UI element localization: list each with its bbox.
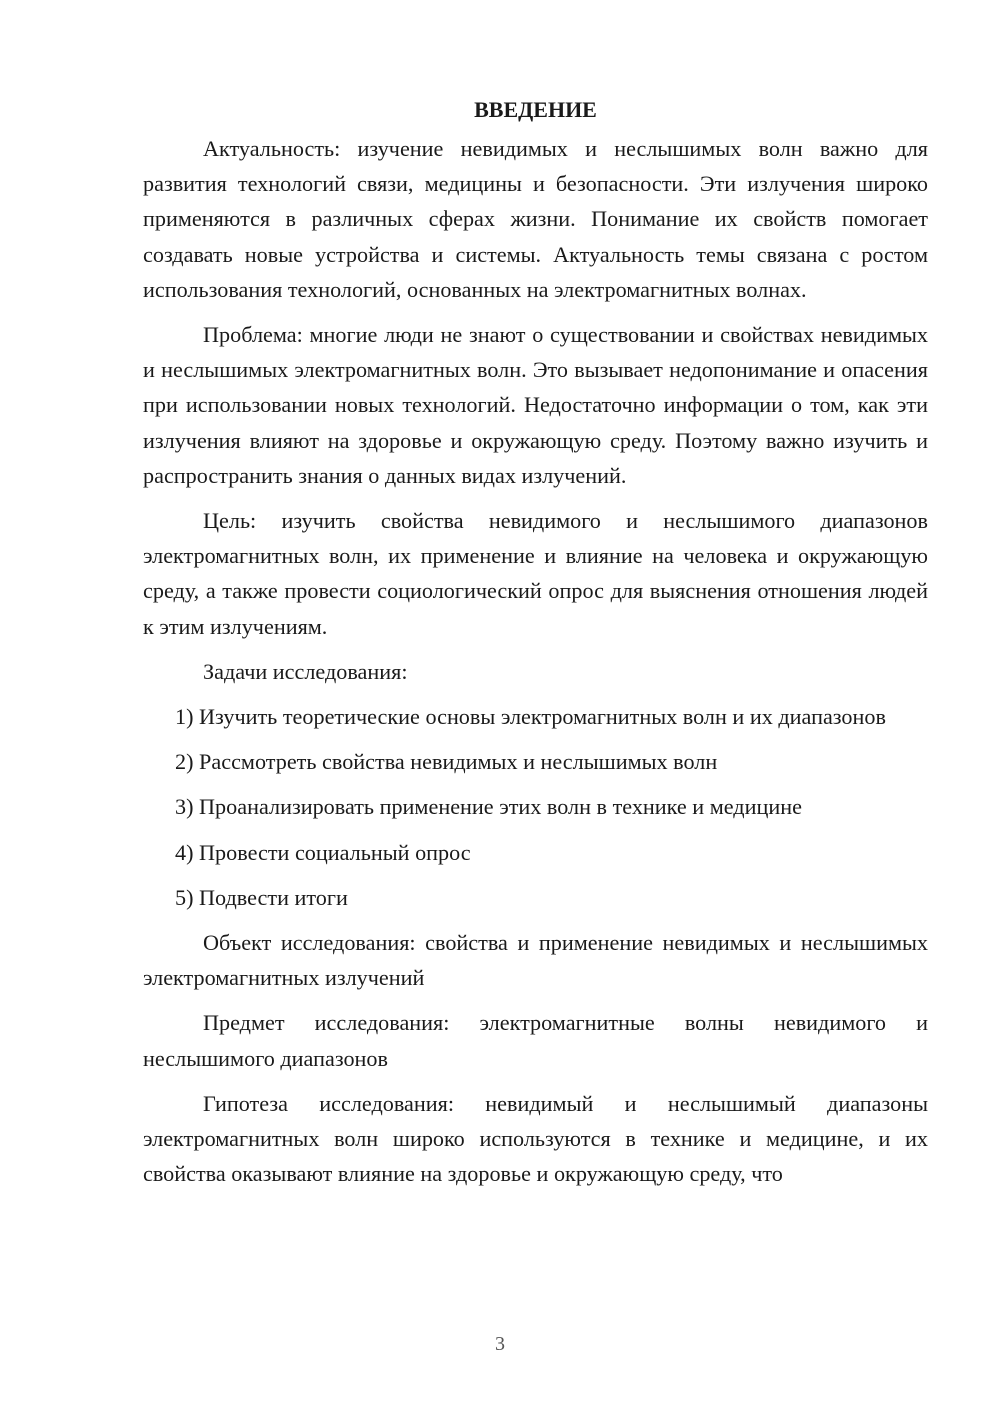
list-item: 4) Провести социальный опрос bbox=[175, 839, 471, 865]
paragraph-goal: Цель: изучить свойства невидимого и неслышимого диапазонов электромагнитных волн, их применение и влияние на человека и окружающую среду, а также провести социологический опрос для выяснения отношения людей к этим излучениям. bbox=[143, 508, 928, 639]
list-item: 2) Рассмотреть свойства невидимых и неслышимых волн bbox=[175, 749, 718, 775]
list-item: 5) Подвести итоги bbox=[175, 884, 348, 910]
document-page bbox=[143, 92, 928, 1201]
paragraph-object: Объект исследования: свойства и применение невидимых и неслышимых электромагнитных излучений bbox=[143, 930, 928, 991]
paragraph-problem: Проблема: многие люди не знают о существовании и свойствах невидимых и неслышимых электромагнитных волн. Это вызывает недопонимание и опасения при использовании новых технологий. Недостаточно информации о том, как эти излучения влияют на здоровье и окружающую среду. Поэтому важно изучить и распространить знания о данных видах излучений. bbox=[143, 322, 928, 488]
tasks-heading: Задачи исследования: bbox=[203, 658, 408, 684]
paragraph-hypothesis: Гипотеза исследования: невидимый и неслышимый диапазоны электромагнитных волн широко используются в технике и медицине, и их свойства оказывают влияние на здоровье и окружающую среду, что bbox=[143, 1090, 928, 1187]
paragraph-relevance: Актуальность: изучение невидимых и неслышимых волн важно для развития технологий связи, медицины и безопасности. Эти излучения широко применяются в различных сферах жизни. Понимание их свойств помогает создавать новые устройства и системы. Актуальность темы связана с ростом использования технологий, основанных на электромагнитных волнах. bbox=[143, 136, 928, 302]
paragraph-subject: Предмет исследования: электромагнитные волны невидимого и неслышимого диапазонов bbox=[143, 1010, 928, 1071]
page-number: 3 bbox=[495, 1333, 505, 1355]
tasks-list bbox=[143, 699, 928, 915]
list-item: 3) Проанализировать применение этих волн в технике и медицине bbox=[175, 794, 802, 820]
list-item: 1) Изучить теоретические основы электромагнитных волн и их диапазонов bbox=[175, 704, 886, 730]
page-title: ВВЕДЕНИЕ bbox=[474, 97, 597, 122]
